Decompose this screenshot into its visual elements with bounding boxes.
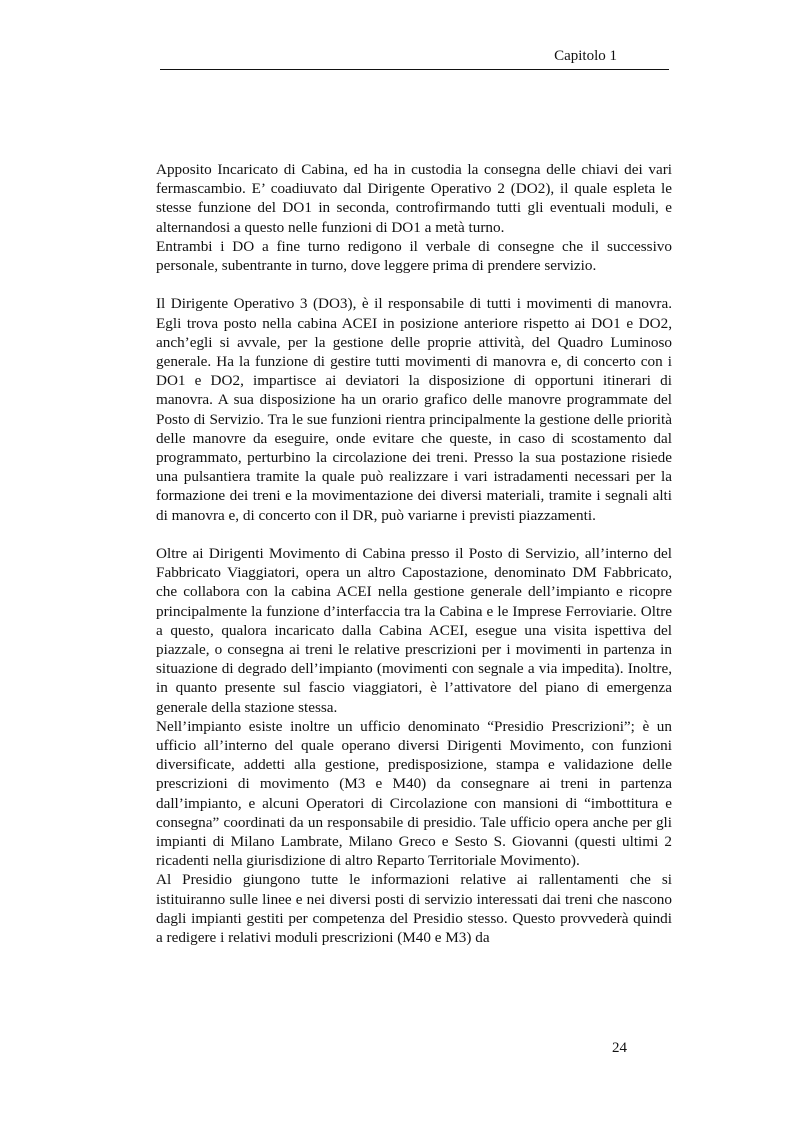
paragraph: Oltre ai Dirigenti Movimento di Cabina presso il Posto di Servizio, all’interno del Fabbricato Viaggiatori, opera un altro Capostazione, denominato DM Fabbricato, che collabora con la cabina ACEI nella gestione generale dell’impianto e ricopre principalmente la funzione d’interfaccia tra la Cabina e le Imprese Ferroviarie. Oltre a questo, qualora incaricato dalla Cabina ACEI, esegue una visita ispettiva del piazzale, o consegna ai treni le relative prescrizioni per i movimenti in partenza in situazione di degrado dell’impianto (movimenti con segnale a via impedita). Inoltre, in quanto presente sul fascio viaggiatori, è l’attivatore del piano di emergenza generale della stazione stessa. xyxy=(156,545,672,716)
chapter-header: Capitolo 1 xyxy=(554,48,617,64)
page-number: 24 xyxy=(612,1040,627,1056)
paragraph: Al Presidio giungono tutte le informazioni relative ai rallentamenti che si istituiranno sulle linee e nei diversi posti di servizio interessati dai treni che nascono dagli impianti gestiti per competenza del Presidio stesso. Questo provvederà quindi a redigere i relativi moduli prescrizioni (M40 e M3) da xyxy=(156,871,672,947)
paragraph: Nell’impianto esiste inoltre un ufficio denominato “Presidio Prescrizioni”; è un ufficio all’interno del quale operano diversi Dirigenti Movimento, con funzioni diversificate, addetti alla gestione, predisposizione, stampa e validazione delle prescrizioni di movimento (M3 e M40) da consegnare ai treni in partenza dall’impianto, e alcuni Operatori di Circolazione con mansioni di “imbottitura e consegna” coordinati da un responsabile di presidio. Tale ufficio opera anche per gli impianti di Milano Lambrate, Milano Greco e Sesto S. Giovanni (questi ultimi 2 ricadenti nella giurisdizione di altro Reparto Territoriale Movimento). xyxy=(156,717,672,870)
paragraph: Il Dirigente Operativo 3 (DO3), è il responsabile di tutti i movimenti di manovra. Egli trova posto nella cabina ACEI in posizione anteriore rispetto ai DO1 e DO2, anch’egli si avvale, per la gestione delle proprie attività, del Quadro Luminoso generale. Ha la funzione di gestire tutti movimenti di manovra e, di concerto con i DO1 e DO2, impartisce ai deviatori la disposizione di opportuni itinerari di manovra. A sua disposizione ha un orario grafico delle manovre programmate del Posto di Servizio. Tra le sue funzioni rientra principalmente la gestione delle priorità delle manovre da eseguire, onde evitare che queste, in caso di scostamento dal programmato, perturbino la circolazione dei treni. Presso la sua postazione risiede una pulsantiera tramite la quale può realizzare i vari istradamenti necessari per la formazione dei treni e la movimentazione dei diversi materiali, tramite i segnali alti di manovra e, di concerto con il DR, può variarne i previsti piazzamenti. xyxy=(156,295,672,524)
header-rule xyxy=(160,69,669,70)
body-text xyxy=(156,160,672,947)
paragraph: Entrambi i DO a fine turno redigono il verbale di consegne che il successivo personale, subentrante in turno, dove leggere prima di prendere servizio. xyxy=(156,237,672,275)
paragraph: Apposito Incaricato di Cabina, ed ha in custodia la consegna delle chiavi dei vari fermascambio. E’ coadiuvato dal Dirigente Operativo 2 (DO2), il quale espleta le stesse funzione del DO1 in seconda, controfirmando tutti gli eventuali moduli, e alternandosi a questo nelle funzioni di DO1 a metà turno. xyxy=(156,161,672,236)
